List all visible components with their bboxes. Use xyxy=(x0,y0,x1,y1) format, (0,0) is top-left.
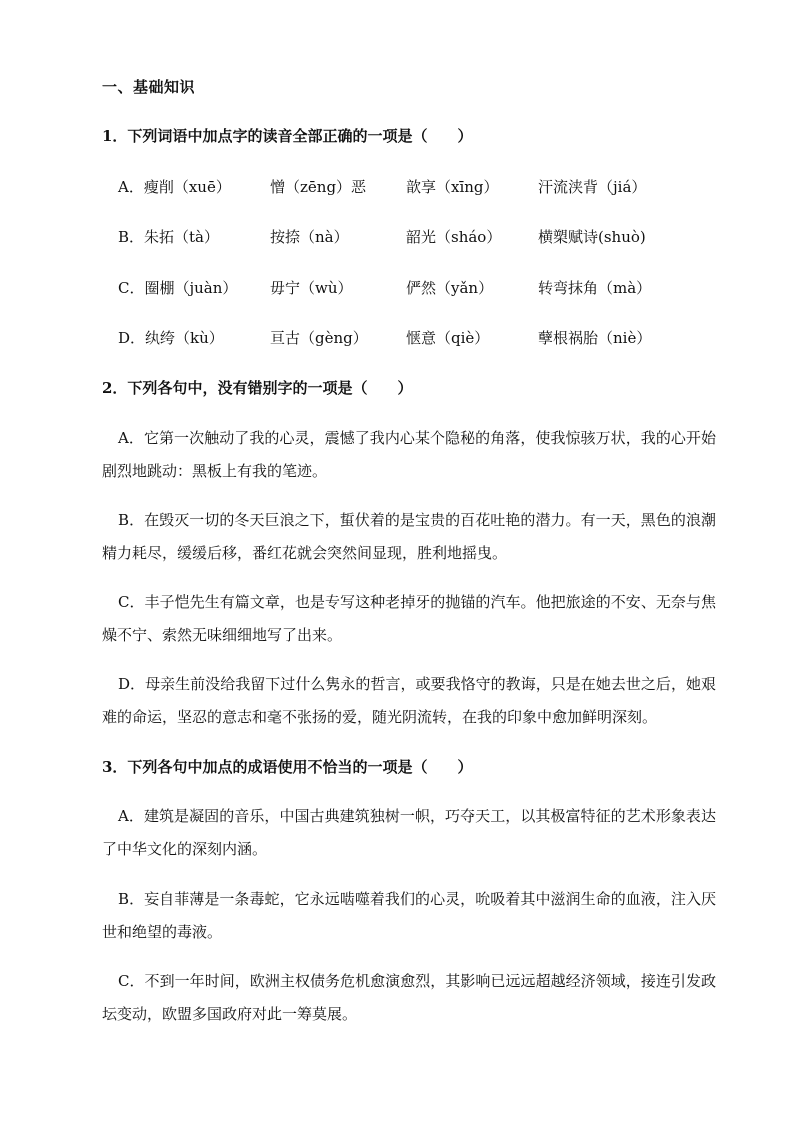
question-2-option-b xyxy=(102,504,716,570)
option-b-item-1: B．朱拓（tà） xyxy=(118,228,219,246)
option-a-item-3: 歆享（xīng） xyxy=(406,178,499,196)
question-3-title: 3．下列各句中加点的成语使用不恰当的一项是（ ） xyxy=(102,758,473,776)
option-a-text: A．建筑是凝固的音乐，中国古典建筑独树一帜，巧夺天工，以其极富特征的艺术形象表达了中华文化的深刻内涵。 xyxy=(102,807,716,858)
option-d-item-1: D．纨绔（kù） xyxy=(118,329,224,347)
option-a-item-2: 憎（zēng）恶 xyxy=(270,178,367,196)
option-b-text: B．妄自菲薄是一条毒蛇，它永远啮噬着我们的心灵，吮吸着其中滋润生命的血液，注入厌世和绝望的毒液。 xyxy=(102,890,716,941)
question-2-option-c xyxy=(102,586,716,652)
question-1-option-a-row xyxy=(118,176,718,198)
option-b-text: B．在毁灭一切的冬天巨浪之下，蜇伏着的是宝贵的百花吐艳的潜力。有一天，黑色的浪潮精力耗尽，缓缓后移，番红花就会突然间显现，胜利地摇曳。 xyxy=(102,511,716,562)
option-d-item-2: 亘古（gèng） xyxy=(270,329,368,347)
question-3-option-c xyxy=(102,965,716,1031)
question-1-title: 1．下列词语中加点字的读音全部正确的一项是（ ） xyxy=(102,127,473,145)
question-1-option-b-row xyxy=(118,226,718,248)
option-c-item-1: C．圈棚（juàn） xyxy=(118,279,238,297)
option-c-item-4: 转弯抹角（mà） xyxy=(538,279,652,297)
option-a-item-4: 汗流浃背（jiá） xyxy=(538,178,647,196)
option-b-item-2: 按捺（nà） xyxy=(270,228,349,246)
question-2-title: 2．下列各句中，没有错别字的一项是（ ） xyxy=(102,379,413,397)
question-2-option-a xyxy=(102,422,716,488)
option-a-text: A．它第一次触动了我的心灵，震憾了我内心某个隐秘的角落，使我惊骇万状，我的心开始剧烈地跳动：黑板上有我的笔迹。 xyxy=(102,429,716,480)
question-3-option-b xyxy=(102,883,716,949)
question-1-option-c-row xyxy=(118,277,718,299)
question-1-option-d-row xyxy=(118,327,718,349)
option-c-text: C．不到一年时间，欧洲主权债务危机愈演愈烈，其影响已远远超越经济领域，接连引发政坛变动，欧盟多国政府对此一筹莫展。 xyxy=(102,972,716,1023)
section-title: 一、基础知识 xyxy=(102,78,196,96)
option-d-text: D．母亲生前没给我留下过什么隽永的哲言，或要我恪守的教诲，只是在她去世之后，她艰难的命运，坚忍的意志和毫不张扬的爱，随光阴流转，在我的印象中愈加鲜明深刻。 xyxy=(102,675,716,726)
option-c-item-3: 俨然（yǎn） xyxy=(406,279,494,297)
option-c-item-2: 毋宁（wù） xyxy=(270,279,353,297)
option-b-item-3: 韶光（sháo） xyxy=(406,228,502,246)
option-d-item-4: 孽根祸胎（niè） xyxy=(538,329,652,347)
option-c-text: C．丰子恺先生有篇文章，也是专写这种老掉牙的抛锚的汽车。他把旅途的不安、无奈与焦燥不宁、索然无味细细地写了出来。 xyxy=(102,593,716,644)
option-d-item-3: 惬意（qiè） xyxy=(406,329,490,347)
option-a-item-1: A．瘦削（xuē） xyxy=(118,178,231,196)
question-2-option-d xyxy=(102,668,716,734)
question-3-option-a xyxy=(102,800,716,866)
option-b-item-4: 横槊赋诗(shuò) xyxy=(538,228,646,246)
